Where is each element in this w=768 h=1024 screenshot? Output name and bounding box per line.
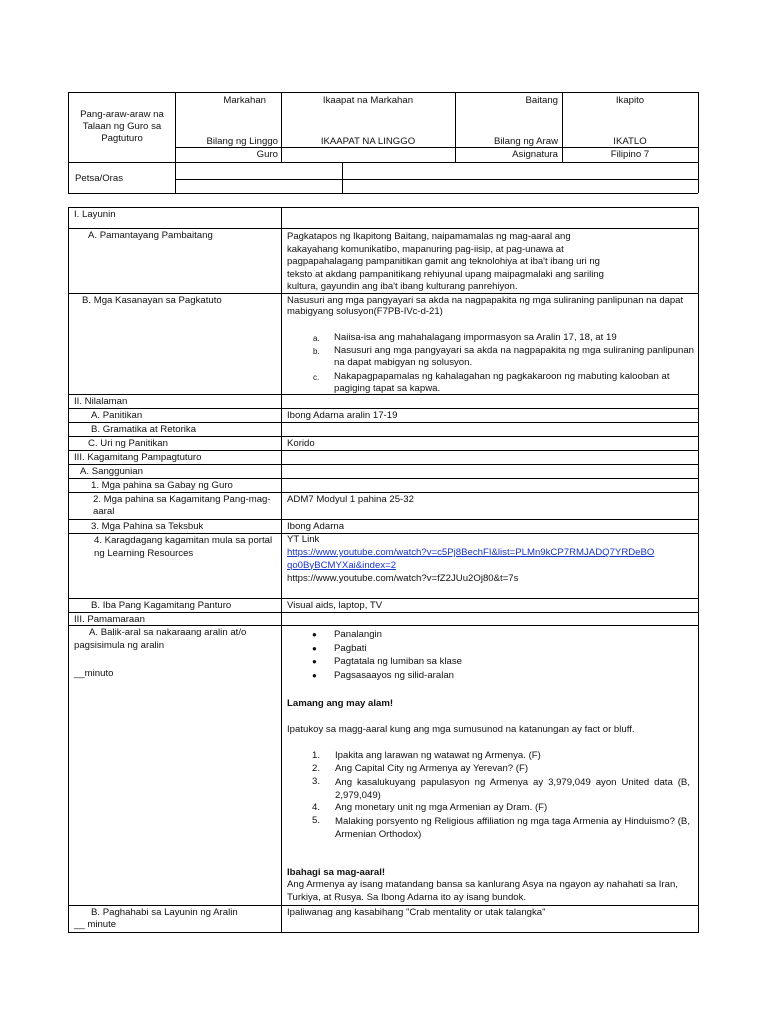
minuto-a: __minuto <box>74 668 114 679</box>
question-item: 2. Ang Capital City ng Armenya ay Yerevan? (F) <box>312 763 529 774</box>
minuto-b: __ minute <box>74 919 117 930</box>
baitang-value: Ikapito <box>615 95 645 106</box>
uri-value: Korido <box>287 438 315 449</box>
paghahabi-value: Ipaliwanag ang kasabihang "Crab mentality or utak talangka" <box>287 907 546 918</box>
uri-label: C. Uri ng Panitikan <box>88 438 168 449</box>
markahan-value: Ikaapat na Markahan <box>322 95 414 106</box>
routine-list <box>312 629 612 683</box>
linggo-value: IKAAPAT NA LINGGO <box>320 136 416 147</box>
gramatika-label: B. Gramatika at Retorika <box>91 424 197 435</box>
section-layunin: I. Layunin <box>74 209 116 220</box>
markahan-label: Markahan <box>223 95 266 106</box>
question-item: 5. Malaking porsyento ng Religious affiliation ng mga taga Armenia ay Hinduismo? (B, Armenian Orthodox) <box>312 815 690 840</box>
routine-item: ● Pagsasaayos ng silid-aralan <box>312 669 454 681</box>
teksbuk-value: Ibong Adarna <box>287 521 345 532</box>
objective-item: c. Nakapagpapamalas ng kahalagahan ng pagkakaroon ng mabuting kalooban at pagiging tapat sa kapwa. <box>313 371 670 394</box>
lesson-title: Pang-araw-araw na Talaan ng Guro sa Pagtuturo <box>80 109 164 144</box>
panitikan-value: Ibong Adarna aralin 17-19 <box>287 410 398 421</box>
question-item: 1. Ipakita ang larawan ng watawat ng Armenya. (F) <box>312 750 541 761</box>
yt-title: YT Link <box>287 534 320 545</box>
paghahabi-label: B. Paghahabi sa Layunin ng Aralin <box>91 907 238 918</box>
objective-item: a. Naiisa-isa ang mahahalagang impormasyon sa Aralin 17, 18, at 19 <box>313 332 617 343</box>
ibahagi-text: Ang Armenya ay isang matandang bansa sa kanlurang Asya na ngayon ay nahahati sa Iran, Turkiya, at Rusya. Sa Ibong Adarna ito ay isang bundok. <box>287 879 678 903</box>
activity-title: Lamang ang may alam! <box>287 698 394 709</box>
iba-value: Visual aids, laptop, TV <box>287 600 383 611</box>
araw-label: Bilang ng Araw <box>494 136 558 147</box>
kagamitang-value: ADM7 Modyul 1 pahina 25-32 <box>287 494 414 505</box>
yt-link-1[interactable]: https://www.youtube.com/watch?v=c5Pj8BechFI&list=PLMn9kCP7RMJADQ7YRDeBOqo0ByBCMYXai&index=2 <box>287 547 655 571</box>
araw-value: IKATLO <box>613 136 647 147</box>
asignatura-label: Asignatura <box>512 149 558 160</box>
karagdagang-label: 4. Karagdagang kagamitan mula sa portal ng Learning Resources <box>94 535 273 559</box>
gabay-label: 1. Mga pahina sa Gabay ng Guro <box>91 480 233 491</box>
kasanayan-label: B. Mga Kasanayan sa Pagkatuto <box>82 295 222 306</box>
question-item: 4. Ang monetary unit ng mga Armenian ay Dram. (F) <box>312 802 548 813</box>
pamantayan-text: Pagkatapos ng Ikapitong Baitang, naipamamalas ng mag-aaral ang kakayahang komunikatibo, mapanuring pag-iisip, at pag-unawa at pagpapahalagang pampanitikan gamit ang teknolohiya at iba't ibang uri ng teksto at akdang pampanitikang rehiyunal upang maipagmalaki ang sariling kultura, gayundin ang iba't ibang kulturang panrehiyon. <box>287 231 604 293</box>
panitikan-label: A. Panitikan <box>91 410 143 421</box>
iba-label: B. Iba Pang Kagamitang Panturo <box>91 600 232 611</box>
sanggunian-label: A. Sanggunian <box>80 466 143 477</box>
petsa-label: Petsa/Oras <box>75 173 123 184</box>
section-kagamitan: III. Kagamitang Pampagtuturo <box>74 452 202 463</box>
linggo-label: Bilang ng Linggo <box>206 136 278 147</box>
kasanayan-text: Nasusuri ang mga pangyayari sa akda na nagpapakita ng mga suliraning panlipunan na dapat mabigyang solusyon(F7PB-IVc-d-21) <box>287 295 684 317</box>
question-item: 3. Ang kasalukuyang papulasyon ng Armenya ay 3,979,049 ayon United data (B, 2,979,049) <box>312 776 690 801</box>
questions-list <box>312 750 690 841</box>
routine-item: ● Pagtatala ng lumiban sa klase <box>312 656 462 667</box>
guro-label: Guro <box>256 149 278 160</box>
objective-item: b. Nasusuri ang mga pangyayari sa akda na nagpapakita ng mga suliraning panlipunan na dapat mabigyan ng solusyon. <box>313 345 695 368</box>
objectives-list <box>313 332 695 397</box>
baitang-label: Baitang <box>525 95 558 106</box>
kagamitang-label: 2. Mga pahina sa Kagamitang Pang-mag-aaral <box>93 494 271 517</box>
balik-label: A. Balik-aral sa nakaraang aralin at/o pagsisimula ng aralin <box>74 627 247 651</box>
activity-instruction: Ipatukoy sa magg-aaral kung ang mga sumusunod na katanungan ay fact or bluff. <box>287 724 635 735</box>
section-nilalaman: II. Nilalaman <box>74 396 128 407</box>
routine-item: ● Pagbati <box>312 642 367 654</box>
section-pamamaraan: III. Pamamaraan <box>74 614 145 625</box>
ibahagi-title: Ibahagi sa mag-aaral! <box>287 867 386 878</box>
yt-link-2[interactable]: https://www.youtube.com/watch?v=fZ2JUu2Oj80&t=7s <box>287 573 519 584</box>
asignatura-value: Filipino 7 <box>610 149 650 160</box>
pamantayan-label: A. Pamantayang Pambaitang <box>88 230 213 241</box>
routine-item: ● Panalangin <box>312 629 383 640</box>
teksbuk-label: 3. Mga Pahina sa Teksbuk <box>91 521 204 532</box>
